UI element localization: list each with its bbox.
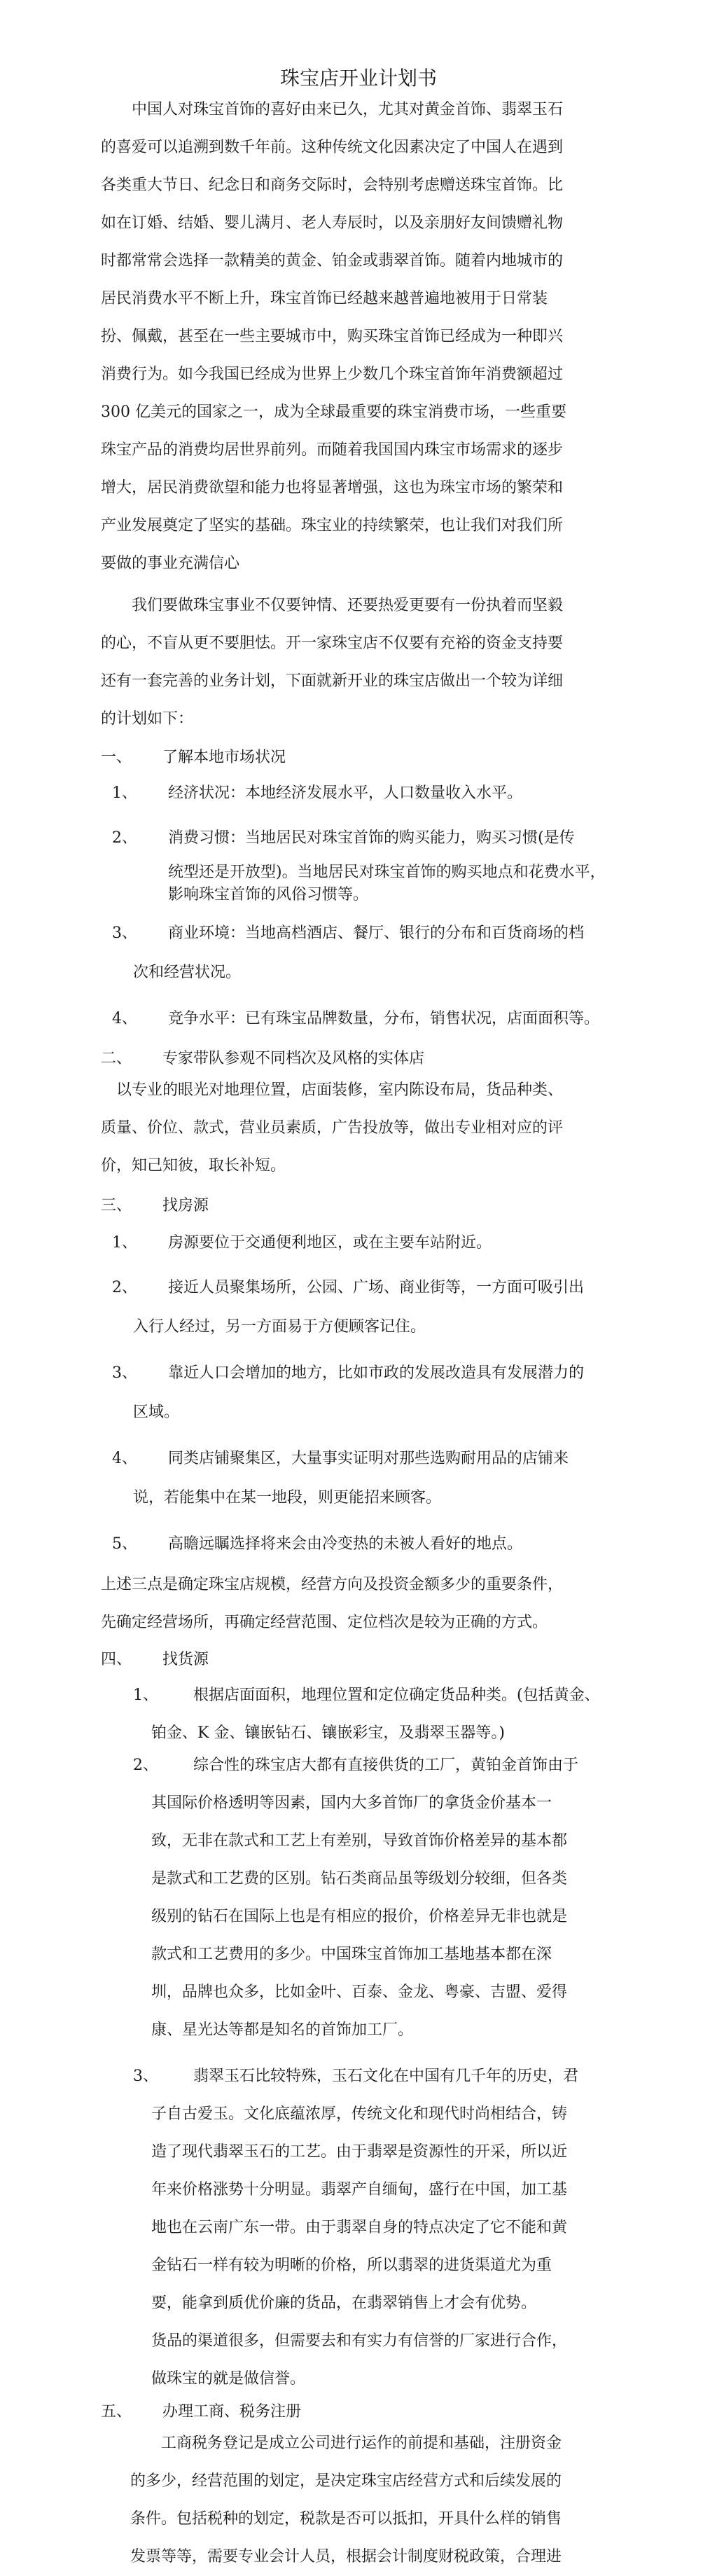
text-line: 接近人员聚集场所，公园、广场、商业街等，一方面可吸引出 [168,1279,585,1296]
text-line: 子自古爱玉。文化底蕴浓厚，传统文化和现代时尚相结合，铸 [151,2105,568,2123]
section-title: 办理工商、税务注册 [162,2403,302,2421]
intro-paragraph [101,91,620,583]
text-line: 竞争水平：已有珠宝品牌数量，分布，销售状况，店面面积等。 [168,1010,600,1027]
text-line: 消费行为。如今我国已经成为世界上少数几个珠宝首饰年消费额超过 [101,366,564,383]
text-line: 还有一套完善的业务计划，下面就新开业的珠宝店做出一个较为详细 [101,672,564,690]
section-number: 一、 [101,749,132,766]
list-item [112,1000,623,1038]
text-line: 靠近人口会增加的地方，比如市政的发展改造具有发展潜力的 [168,1364,585,1382]
section-4-heading [101,1646,209,1674]
list-item-continued [112,1394,623,1432]
text-line: 要做的事业充满信心 [101,555,240,572]
text-line: 上述三点是确定珠宝店规模，经营方向及投资金额多少的重要条件， [101,1576,564,1593]
item-number: 1、 [112,1234,137,1252]
item-number: 3、 [112,925,137,942]
text-line: 其国际价格透明等因素，国内大多首饰厂的拿货金价基本一 [151,1794,552,1812]
list-item [112,1440,623,1478]
text-line: 金钻石一样有较为明晰的价格，所以翡翠的进货渠道尤为重 [151,2257,552,2274]
list-item [112,915,623,953]
text-line: 根据店面面积，地理位置和定位确定货品种类。(包括黄金、 [193,1687,600,1704]
text-line: 价，知己知彼，取长补短。 [101,1157,286,1175]
text-line: 区域。 [133,1404,180,1421]
text-line: 经济状况：本地经济发展水平，人口数量收入水平。 [168,784,523,802]
text-line: 如在订婚、结婚、婴儿满月、老人寿辰时，以及亲朋好友间馈赠礼物 [101,214,564,232]
section-number: 三、 [101,1197,132,1214]
text-line: 增大，居民消费欲望和能力也将显著增强，这也为珠宝市场的繁荣和 [101,479,564,497]
text-line: 要，能拿到质优价廉的货品，在翡翠销售上才会有优势。 [151,2294,537,2312]
text-line: 年来价格涨势十分明显。翡翠产自缅甸，盛行在中国，加工基 [151,2181,568,2198]
text-line: 条件。包括税种的划定，税款是否可以抵扣，开具什么样的销售 [130,2510,562,2528]
section-number: 四、 [101,1651,132,1668]
text-line: 致，无非在款式和工艺上有差别，导致首饰价格差异的基本都 [151,1832,568,1850]
text-line: 翡翠玉石比较特殊，玉石文化在中国有几千年的历史，君 [193,2068,579,2085]
text-line: 商业环境：当地高档酒店、餐厅、银行的分布和百货商场的档 [168,925,585,942]
text-line: 时都常常会选择一款精美的黄金、铂金或翡翠首饰。随着内地城市的 [101,252,564,270]
text-line: 扮、佩戴，甚至在一些主要城市中，购买珠宝首饰已经成为一种即兴 [101,328,564,345]
text-line: 地也在云南广东一带。由于翡翠自身的特点决定了它不能和黄 [151,2219,568,2236]
list-item [133,1747,623,2049]
section-3-summary [101,1566,620,1642]
text-line: 各类重大节日、纪念日和商务交际时，会特别考虑赠送珠宝首饰。比 [101,176,564,194]
text-line: 中国人对珠宝首饰的喜好由来已久，尤其对黄金首饰、翡翠玉石 [132,101,564,118]
text-line: 货品的渠道很多，但需要去和有实力有信誉的厂家进行合作， [151,2332,568,2350]
item-number: 2、 [133,1757,158,1774]
document-title: 珠宝店开业计划书 [279,67,437,90]
list-item-continued [112,954,623,992]
text-line: 影响珠宝首饰的风俗习惯等。 [168,886,369,903]
item-number: 2、 [112,829,137,847]
section-2-paragraph [101,1072,620,1185]
text-line: 统型还是开放型)。当地居民对珠宝首饰的购买地点和花费水平， [168,864,606,881]
item-number: 1、 [112,784,137,802]
section-5-paragraph [130,2425,620,2576]
list-item [112,1224,623,1262]
text-line: 是款式和工艺费的区别。钻石类商品虽等级划分较细，但各类 [151,1870,568,1888]
text-line: 的计划如下： [101,710,194,728]
text-line: 工商税务登记是成立公司进行运作的前提和基础，注册资金 [161,2435,562,2452]
text-line: 质量、价位、款式，营业员素质，广告投放等，做出专业相对应的评 [101,1119,564,1137]
text-line: 发票等等，需要专业会计人员，根据会计制度财税政策，合理进 [130,2548,562,2565]
intro-paragraph-2 [101,587,620,738]
text-line: 康、星光达等都是知名的首饰加工厂。 [151,2021,414,2039]
text-line: 产业发展奠定了坚实的基础。珠宝业的持续繁荣，也让我们对我们所 [101,517,564,534]
text-line: 的喜爱可以追溯到数千年前。这种传统文化因素决定了中国人在遇到 [101,139,564,156]
text-line: 次和经营状况。 [133,964,242,981]
section-2-heading [101,1045,424,1073]
item-number: 3、 [112,1364,137,1382]
list-item [112,819,623,857]
text-line: 的心，不盲从更不要胆怯。开一家珠宝店不仅要有充裕的资金支持要 [101,635,564,652]
item-number: 4、 [112,1450,137,1467]
section-title: 了解本地市场状况 [162,749,286,766]
list-item [112,1525,623,1563]
item-number: 1、 [133,1687,158,1704]
text-line: 款式和工艺费用的多少。中国珠宝首饰加工基地基本都在深 [151,1946,552,1963]
text-line: 房源要位于交通便利地区，或在主要车站附近。 [168,1234,492,1252]
section-3-heading [101,1192,209,1220]
text-line: 综合性的珠宝店大都有直接供货的工厂，黄铂金首饰由于 [193,1757,579,1774]
text-line: 做珠宝的就是做信誉。 [151,2370,306,2388]
list-item [133,2058,623,2398]
text-line: 我们要做珠宝事业不仅要钟情、还要热爱更要有一份执着而坚毅 [132,597,564,614]
text-line: 的多少，经营范围的划定，是决定珠宝店经营方式和后续发展的 [130,2472,562,2490]
list-item-continued [112,1308,623,1346]
list-item-continued [112,861,623,906]
section-number: 二、 [101,1050,132,1067]
text-line: 铂金、K 金、镶嵌钻石、镶嵌彩宝，及翡翠玉器等。) [151,1724,506,1742]
section-number: 五、 [101,2403,132,2421]
item-number: 5、 [112,1535,137,1553]
text-line: 高瞻远瞩选择将来会由冷变热的未被人看好的地点。 [168,1535,523,1553]
text-line: 造了现代翡翠玉石的工艺。由于翡翠是资源性的开采，所以近 [151,2143,568,2161]
list-item [133,1677,623,1752]
item-number: 3、 [133,2068,158,2085]
text-line: 以专业的眼光对地理位置，店面装修，室内陈设布局，货品种类、 [116,1081,564,1099]
text-line: 级别的钻石在国际上也是有相应的报价，价格差异无非也就是 [151,1908,568,1925]
section-title: 专家带队参观不同档次及风格的实体店 [162,1050,425,1067]
text-line: 居民消费水平不断上升，珠宝首饰已经越来越普遍地被用于日常装 [101,290,548,307]
section-1-heading [101,744,286,772]
list-item [112,775,623,812]
item-number: 4、 [112,1010,137,1027]
text-line: 同类店铺聚集区，大量事实证明对那些选购耐用品的店铺来 [168,1450,569,1467]
list-item [112,1269,623,1307]
section-5-heading [101,2398,301,2426]
text-line: 珠宝产品的消费均居世界前列。而随着我国国内珠宝市场需求的逐步 [101,441,564,459]
section-title: 找货源 [162,1651,209,1668]
text-line: 300 亿美元的国家之一，成为全球最重要的珠宝消费市场，一些重要 [101,403,566,421]
text-line: 消费习惯：当地居民对珠宝首饰的购买能力，购买习惯(是传 [168,829,575,847]
list-item [112,1355,623,1392]
list-item-continued [112,1479,623,1517]
text-line: 说，若能集中在某一地段，则更能招来顾客。 [133,1489,442,1507]
item-number: 2、 [112,1279,137,1296]
text-line: 圳，品牌也众多，比如金叶、百泰、金龙、粤豪、吉盟、爱得 [151,1983,568,2001]
text-line: 入行人经过，另一方面易于方便顾客记住。 [133,1318,426,1336]
section-title: 找房源 [162,1197,209,1214]
text-line: 先确定经营场所，再确定经营范围、定位档次是较为正确的方式。 [101,1614,548,1631]
